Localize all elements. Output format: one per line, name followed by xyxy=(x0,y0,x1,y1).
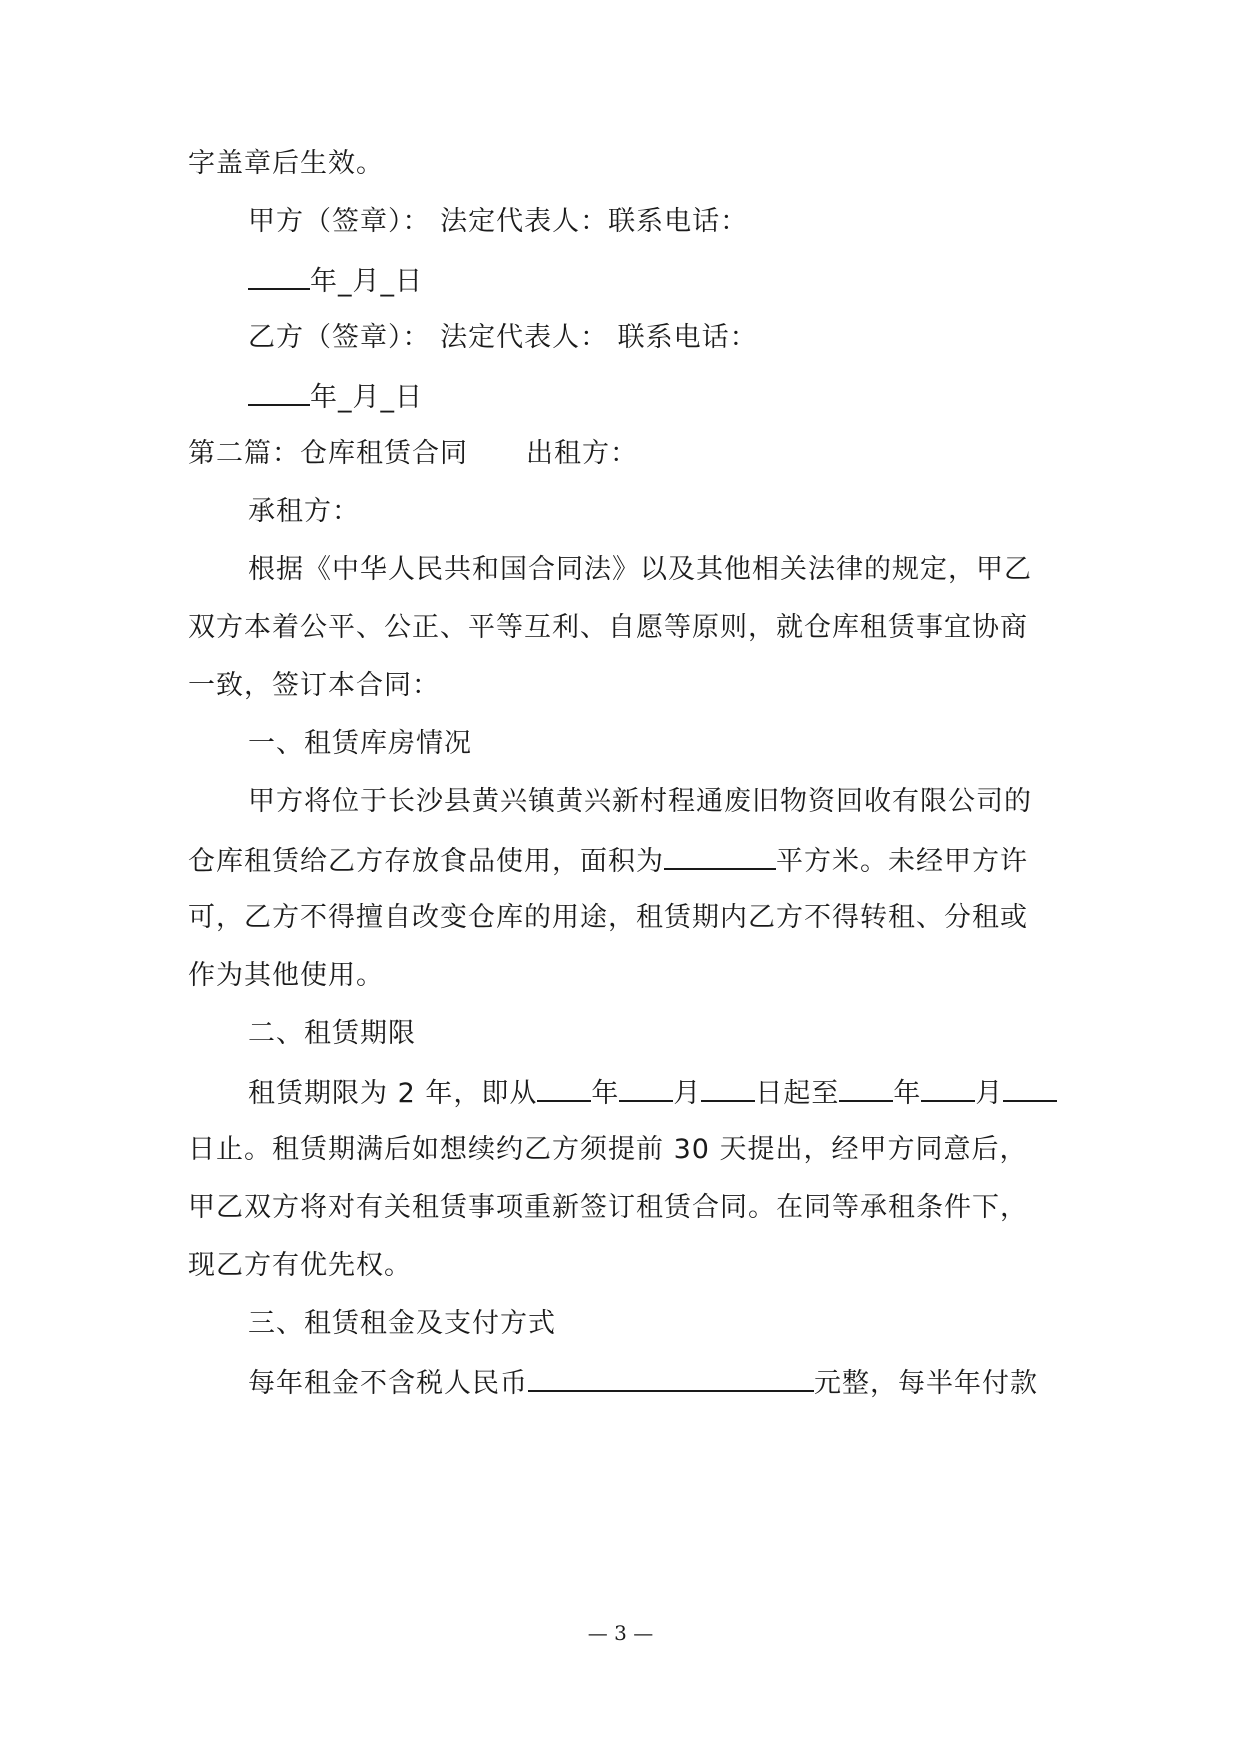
blank-field xyxy=(701,1074,755,1102)
page-number: — 3 — xyxy=(587,1621,654,1645)
text-line: 甲乙双方将对有关租赁事项重新签订租赁合同。在同等承租条件下， xyxy=(188,1192,1028,1223)
blank-field xyxy=(921,1074,975,1102)
blank-field xyxy=(619,1074,673,1102)
clause-heading: 二、租赁期限 xyxy=(248,1018,416,1049)
signature-party-a: 甲方（签章）： 法定代表人：联系电话： xyxy=(248,206,749,237)
text-line xyxy=(248,1074,1057,1112)
blank-field xyxy=(248,262,310,290)
blank-field xyxy=(664,842,776,870)
blank-field xyxy=(839,1074,893,1102)
text-line xyxy=(248,1364,1038,1402)
chapter-title: 第二篇：仓库租赁合同 xyxy=(188,438,468,469)
text-span: 月 xyxy=(975,1078,1004,1109)
text-span: 月 xyxy=(673,1078,702,1109)
blank-field xyxy=(528,1364,814,1392)
text-line: 双方本着公平、公正、平等互利、自愿等原则，就仓库租赁事宜协商 xyxy=(188,612,1028,643)
text-line: 现乙方有优先权。 xyxy=(188,1250,412,1281)
date-suffix: 年_月_日 xyxy=(310,382,423,413)
text-line: 可，乙方不得擅自改变仓库的用途，租赁期内乙方不得转租、分租或 xyxy=(188,902,1028,933)
clause-heading: 三、租赁租金及支付方式 xyxy=(248,1308,556,1339)
text-span: 租赁期限为 2 年，即从 xyxy=(248,1078,538,1109)
text-line: 字盖章后生效。 xyxy=(188,148,384,179)
text-line: 作为其他使用。 xyxy=(188,960,384,991)
text-span: 平方米。未经甲方许 xyxy=(776,846,1028,877)
date-suffix: 年_月_日 xyxy=(310,266,423,297)
text-line: 根据《中华人民共和国合同法》以及其他相关法律的规定，甲乙 xyxy=(248,554,1032,585)
text-span: 年 xyxy=(893,1078,922,1109)
blank-field xyxy=(537,1074,591,1102)
lessor-label: 出租方： xyxy=(526,438,638,469)
blank-field xyxy=(248,378,310,406)
text-line: 日止。租赁期满后如想续约乙方须提前 30 天提出，经甲方同意后， xyxy=(188,1134,1028,1165)
blank-field xyxy=(1003,1074,1057,1102)
text-line xyxy=(188,842,1028,880)
text-span: 日起至 xyxy=(755,1078,840,1109)
text-span: 每年租金不含税人民币 xyxy=(248,1368,528,1399)
text-span: 元整，每半年付款 xyxy=(814,1368,1038,1399)
date-line-a xyxy=(248,262,423,300)
text-span: 仓库租赁给乙方存放食品使用，面积为 xyxy=(188,846,664,877)
lessee-label: 承租方： xyxy=(248,496,360,527)
section-heading xyxy=(188,436,638,472)
clause-heading: 一、租赁库房情况 xyxy=(248,728,472,759)
signature-party-b: 乙方（签章）： 法定代表人： 联系电话： xyxy=(248,322,758,353)
text-line: 一致，签订本合同： xyxy=(188,670,440,701)
text-span: 年 xyxy=(591,1078,620,1109)
text-line: 甲方将位于长沙县黄兴镇黄兴新村程通废旧物资回收有限公司的 xyxy=(248,786,1032,817)
date-line-b xyxy=(248,378,423,416)
